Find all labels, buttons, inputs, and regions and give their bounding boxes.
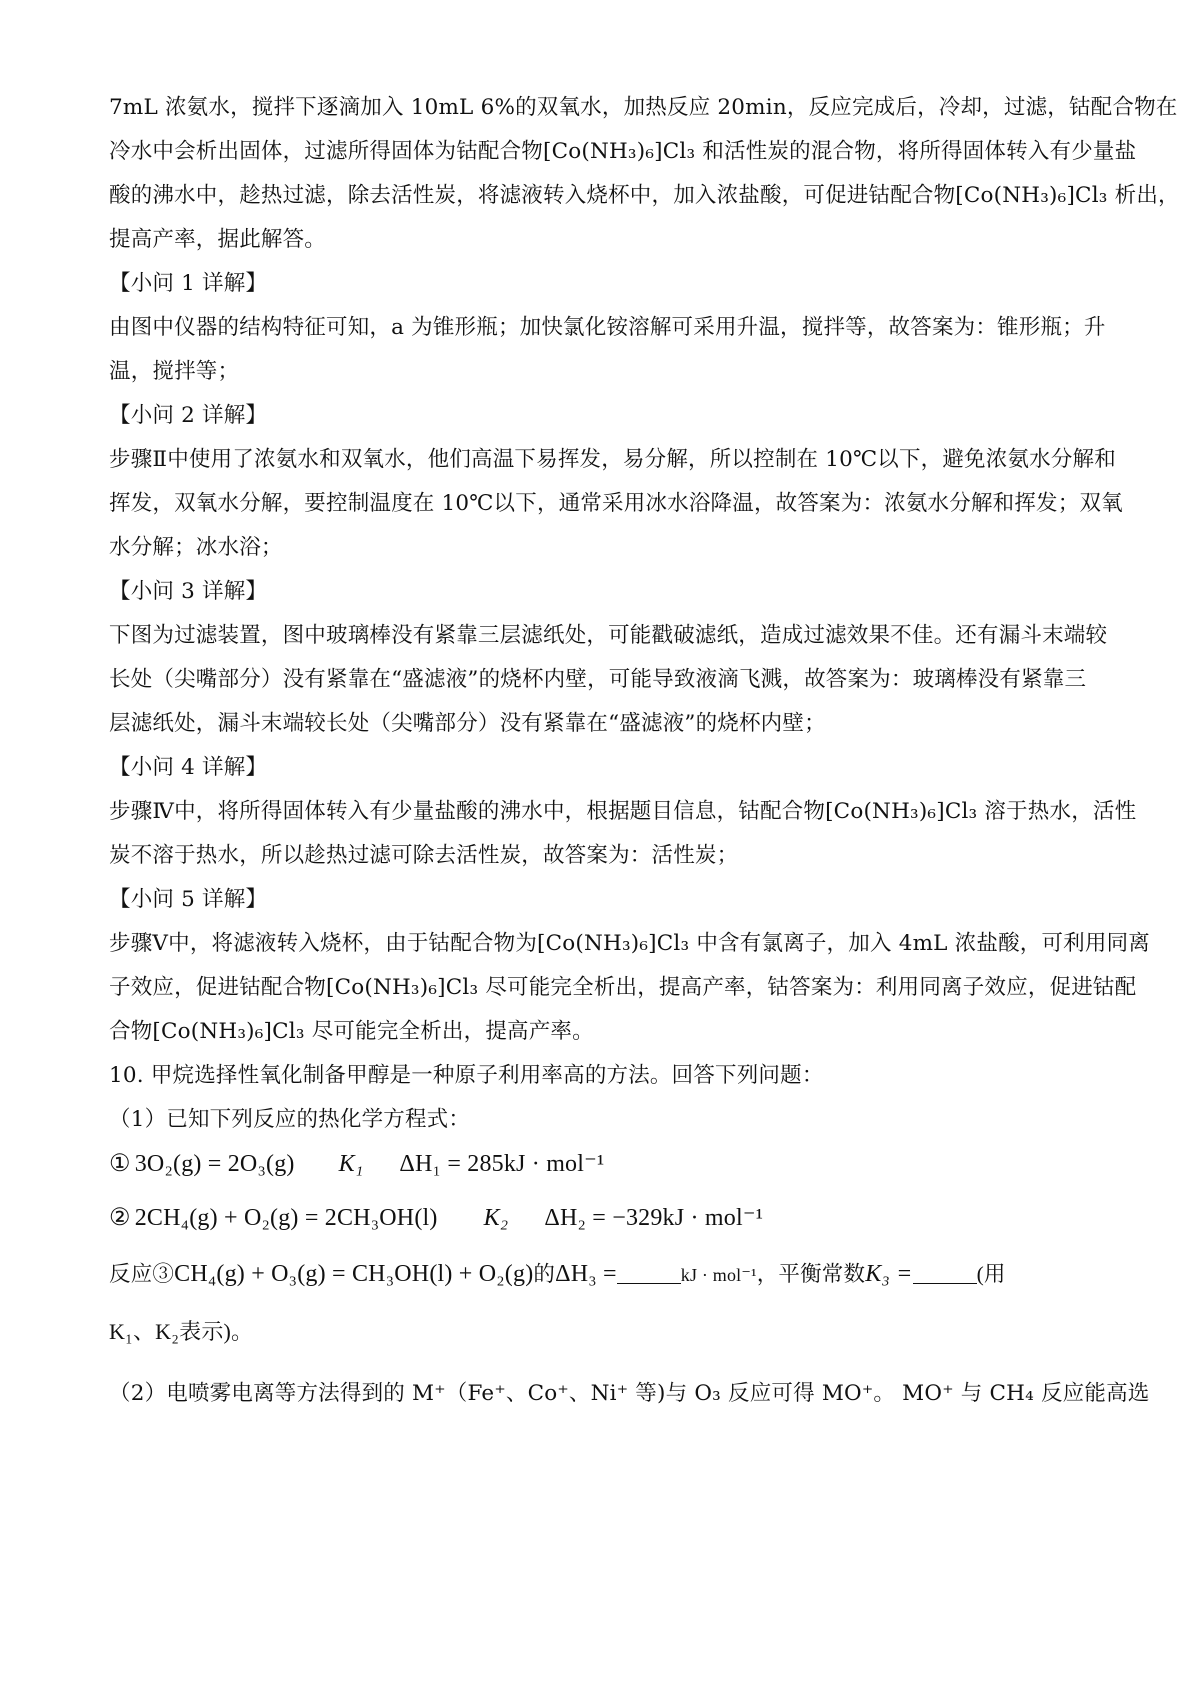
q5-line-2: 子效应，促进钴配合物[Co(NH₃)₆]Cl₃ 尽可能完全析出，提高产率，钴答案为：利用同离子效应，促进钴配 [109,975,1137,1000]
dh3-answer-blank[interactable] [617,1265,681,1284]
equation-3-reaction: CH₄(g) + O₃(g) = CH₃OH(l) + O₂(g) [174,1261,534,1287]
equation-3-continuation: K₁、K₂表示)。 [109,1319,254,1344]
equation-1-k: K₁ [338,1151,364,1177]
q3-heading: 【小问 3 详解】 [109,579,268,604]
q1-heading: 【小问 1 详解】 [109,271,268,296]
equation-3 [109,1262,1099,1286]
problem-10-stem: 10. 甲烷选择性氧化制备甲醇是一种原子利用率高的方法。回答下列问题： [109,1063,824,1088]
q4-heading: 【小问 4 详解】 [109,755,268,780]
part-2-stem: （2）电喷雾电离等方法得到的 M⁺（Fe⁺、Co⁺、Ni⁺ 等)与 O₃ 反应可得 MO⁺。 MO⁺ 与 CH₄ 反应能高选 [109,1381,1150,1406]
q2-line-3: 水分解；冰水浴； [109,535,283,560]
equation-1 [109,1152,1099,1176]
q1-line-2: 温，搅拌等； [109,359,240,384]
equation-3-suffix: (用 [976,1262,1006,1286]
equation-3-prefix: 反应③ [109,1262,175,1287]
equation-2 [109,1206,1099,1230]
equation-3-dh: ΔH₃ = [555,1261,617,1287]
intro-line-1: 7mL 浓氨水，搅拌下逐滴加入 10mL 6%的双氧水，加热反应 20min，反应完成后，冷却，过滤，钴配合物在 [109,95,1178,120]
q2-line-2: 挥发，双氧水分解，要控制温度在 10℃以下，通常采用冰水浴降温，故答案为：浓氨水分解和挥发；双氧 [109,491,1123,516]
equation-2-reaction: 2CH₄(g) + O₂(g) = 2CH₃OH(l) [134,1205,438,1231]
equation-3-de: 的 [533,1262,556,1287]
equation-1-dh: ΔH₁ = 285kJ · mol⁻¹ [399,1151,605,1177]
k3-answer-blank[interactable] [913,1265,977,1284]
equation-3-unit: kJ · mol⁻¹ [680,1265,757,1285]
part-1-stem: （1）已知下列反应的热化学方程式： [109,1107,471,1132]
equation-2-marker: ② [109,1205,131,1231]
intro-line-3: 酸的沸水中，趁热过滤，除去活性炭，将滤液转入烧杯中，加入浓盐酸，可促进钴配合物[Co(NH₃)₆]Cl₃ 析出， [109,183,1180,208]
q3-line-1: 下图为过滤装置，图中玻璃棒没有紧靠三层滤纸处，可能戳破滤纸，造成过滤效果不佳。还有漏斗末端较 [109,623,1108,648]
equation-2-dh: ΔH₂ = −329kJ · mol⁻¹ [544,1205,764,1231]
q3-line-2: 长处（尖嘴部分）没有紧靠在“盛滤液”的烧杯内壁，可能导致液滴飞溅，故答案为：玻璃棒没有紧靠三 [109,667,1087,692]
q2-line-1: 步骤Ⅱ中使用了浓氨水和双氧水，他们高温下易挥发，易分解，所以控制在 10℃以下，避免浓氨水分解和 [109,447,1116,472]
q5-line-3: 合物[Co(NH₃)₆]Cl₃ 尽可能完全析出，提高产率。 [109,1019,594,1044]
equation-1-marker: ① [109,1151,131,1177]
q5-heading: 【小问 5 详解】 [109,887,268,912]
q5-line-1: 步骤Ⅴ中，将滤液转入烧杯，由于钴配合物为[Co(NH₃)₆]Cl₃ 中含有氯离子，加入 4mL 浓盐酸，可利用同离 [109,931,1150,956]
equation-3-mid: ，平衡常数 [756,1262,866,1287]
q2-heading: 【小问 2 详解】 [109,403,268,428]
q4-line-2: 炭不溶于热水，所以趁热过滤可除去活性炭，故答案为：活性炭； [109,843,739,868]
intro-line-4: 提高产率，据此解答。 [109,227,327,252]
q4-line-1: 步骤Ⅳ中，将所得固体转入有少量盐酸的沸水中，根据题目信息，钴配合物[Co(NH₃)₆]Cl₃ 溶于热水，活性 [109,799,1137,824]
intro-line-2: 冷水中会析出固体，过滤所得固体为钴配合物[Co(NH₃)₆]Cl₃ 和活性炭的混合物，将所得固体转入有少量盐 [109,139,1137,164]
equation-3-k: K₃ = [865,1261,913,1287]
q3-line-3: 层滤纸处，漏斗末端较长处（尖嘴部分）没有紧靠在“盛滤液”的烧杯内壁； [109,711,826,736]
q1-line-1: 由图中仪器的结构特征可知，a 为锥形瓶；加快氯化铵溶解可采用升温，搅拌等，故答案为：锥形瓶；升 [109,315,1106,340]
equation-2-k: K₂ [483,1205,509,1231]
equation-1-reaction: 3O₂(g) = 2O₃(g) [134,1151,295,1177]
